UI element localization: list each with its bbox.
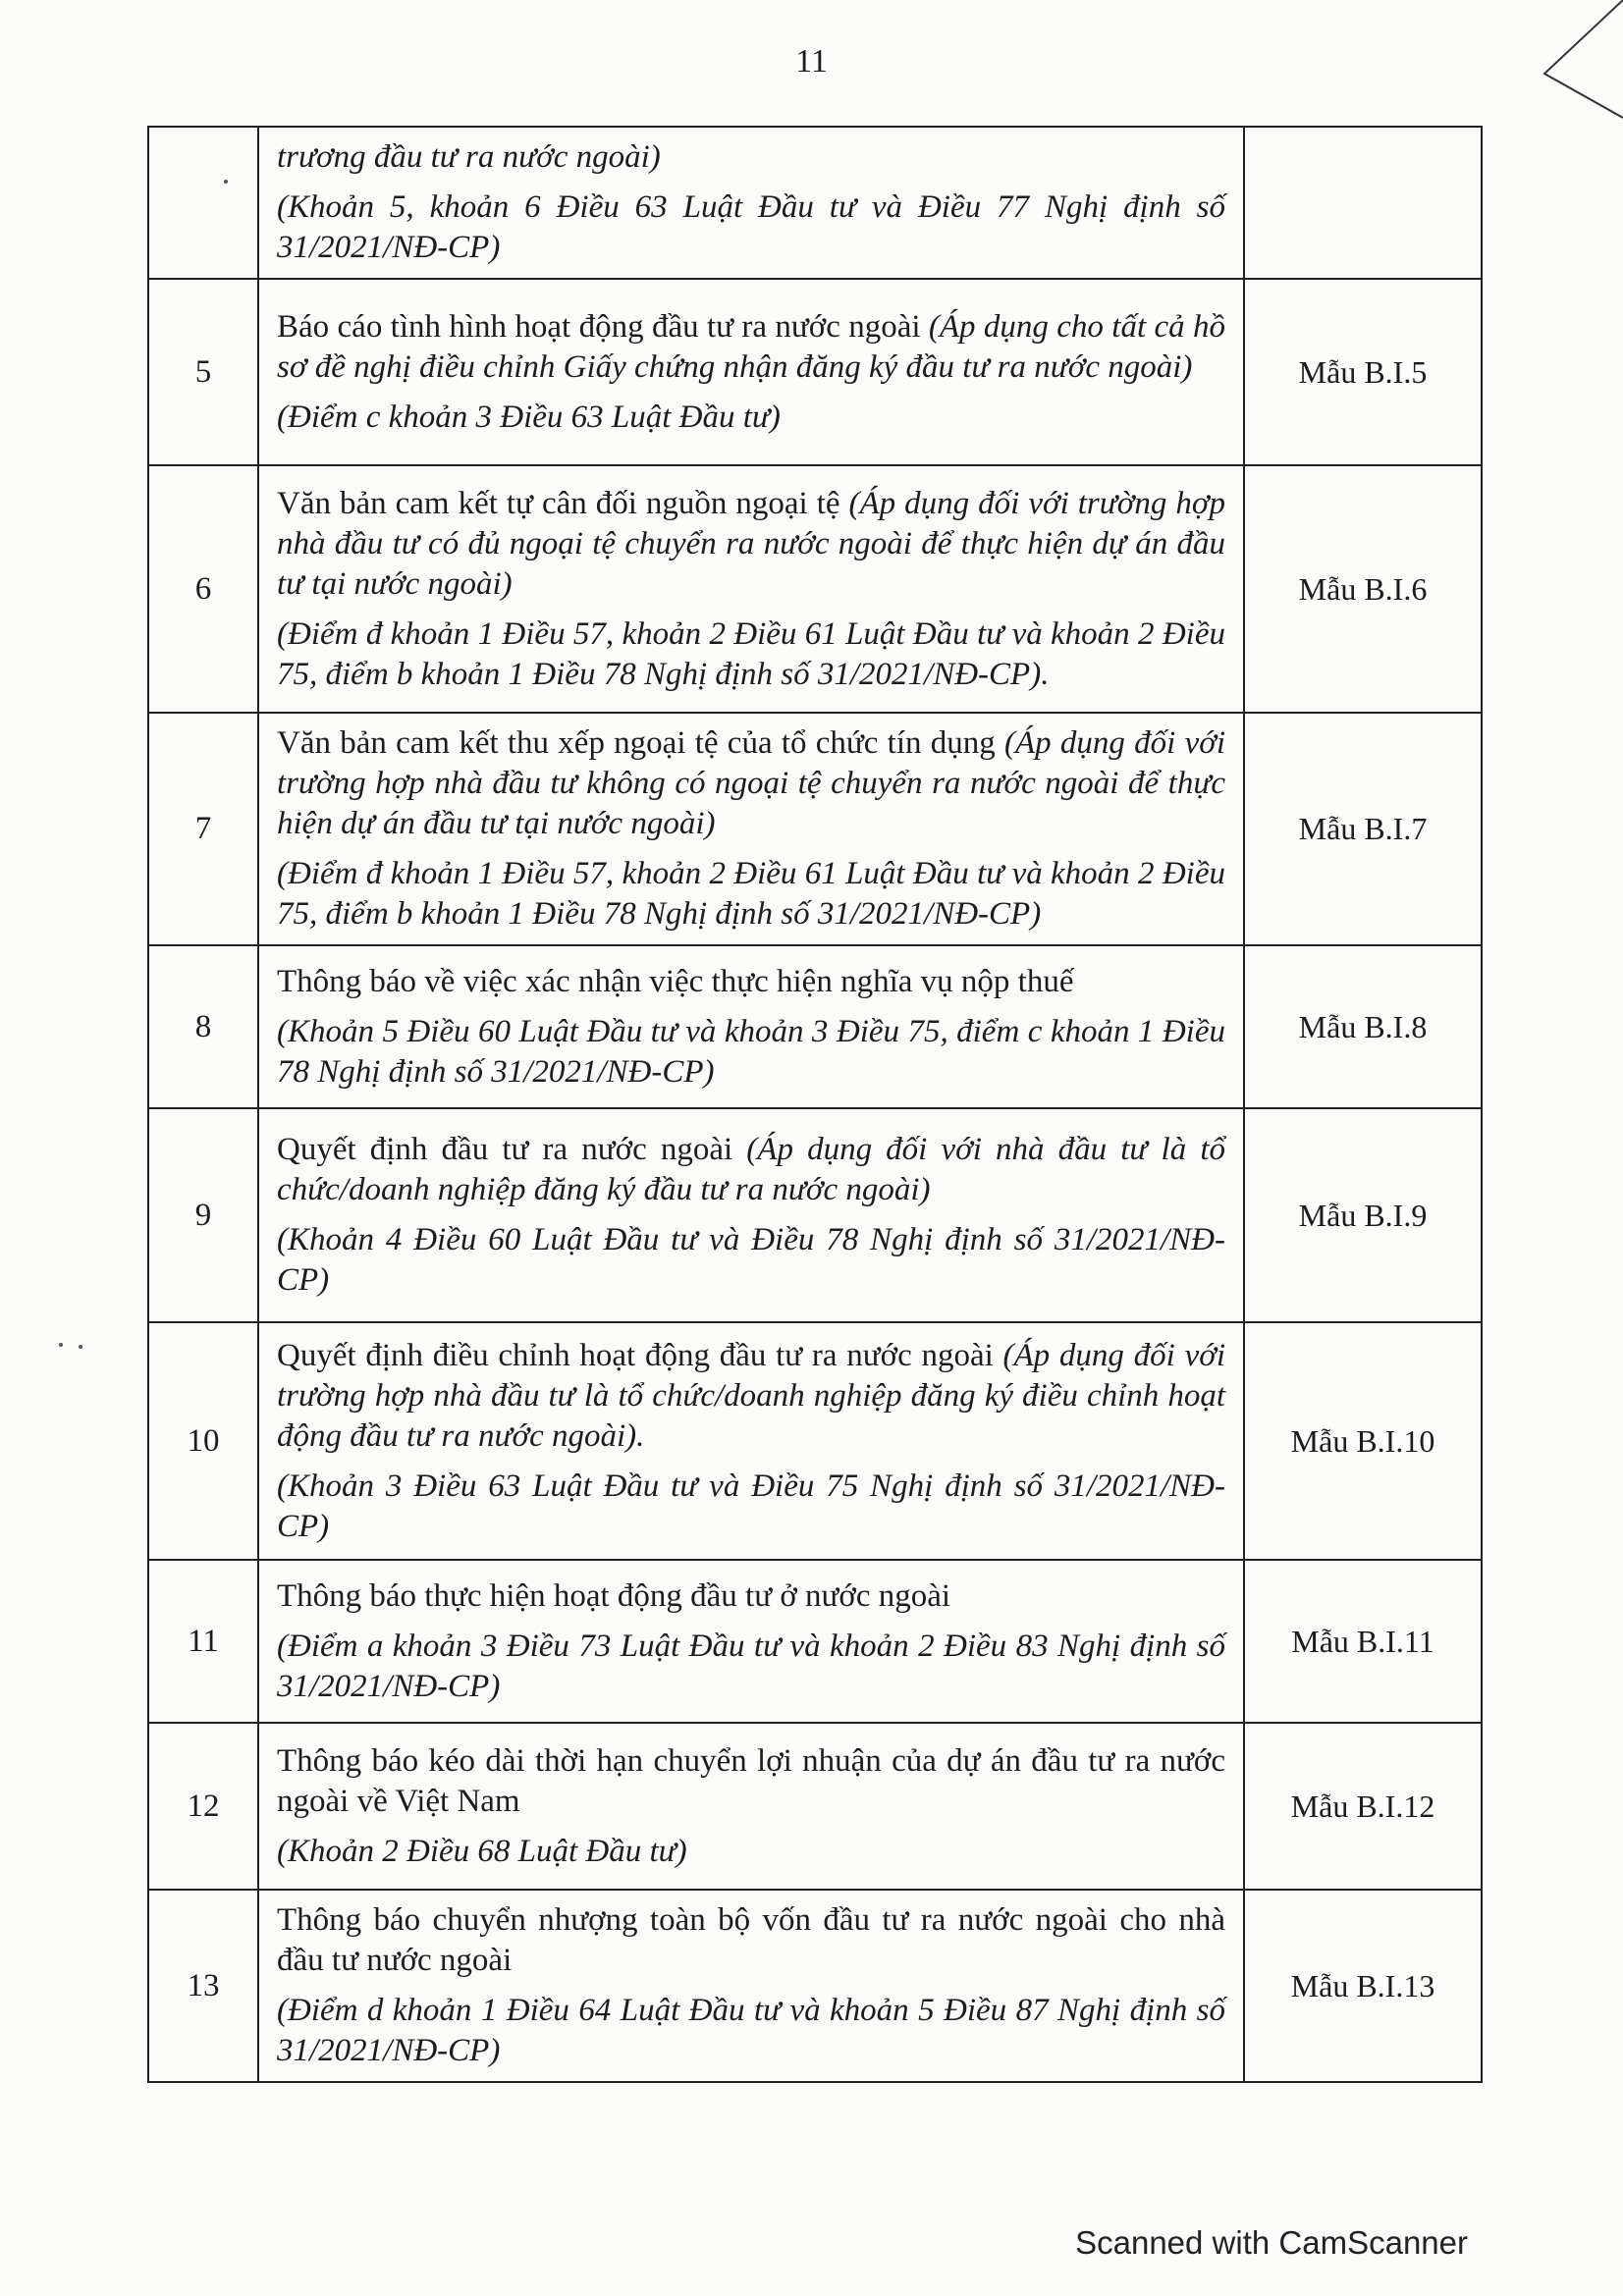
- page-corner-fold: [1525, 0, 1623, 137]
- row-note: (Áp dụng đối với nhà đầu tư là tổ chức/doanh nghiệp đăng ký đầu tư ra nước ngoài): [277, 1132, 1226, 1207]
- row-number: [148, 127, 258, 279]
- row-form-code: Mẫu B.I.12: [1244, 1723, 1482, 1890]
- table-row: [148, 127, 1482, 279]
- row-legal-basis: (Khoản 5, khoản 6 Điều 63 Luật Đầu tư và Điều 77 Nghị định số 31/2021/NĐ-CP): [277, 189, 1225, 265]
- row-content: [258, 1723, 1244, 1890]
- row-number: 13: [148, 1890, 258, 2082]
- row-title: Thông báo thực hiện hoạt động đầu tư ở nước ngoài: [277, 1577, 951, 1614]
- table-row: [148, 1560, 1482, 1723]
- row-note: (Áp dụng cho tất cả hồ sơ đề nghị điều chỉnh Giấy chứng nhận đăng ký đầu tư ra nước ngoài): [277, 308, 1225, 385]
- row-title: Quyết định điều chỉnh hoạt động đầu tư ra nước ngoài: [277, 1337, 1003, 1373]
- row-form-code: Mẫu B.I.13: [1244, 1890, 1482, 2082]
- row-number: 9: [148, 1108, 258, 1322]
- row-content: [258, 279, 1244, 465]
- row-number: 10: [148, 1322, 258, 1560]
- table-row: [148, 713, 1482, 945]
- row-content: [258, 713, 1244, 945]
- row-title: Văn bản cam kết thu xếp ngoại tệ của tổ chức tín dụng: [277, 725, 1005, 761]
- row-form-code: Mẫu B.I.9: [1244, 1108, 1482, 1322]
- row-legal-basis: (Khoản 3 Điều 63 Luật Đầu tư và Điều 75 Nghị định số 31/2021/NĐ-CP): [277, 1468, 1225, 1544]
- document-table: [147, 126, 1483, 2083]
- row-form-code: Mẫu B.I.8: [1244, 945, 1482, 1108]
- row-legal-basis: (Khoản 5 Điều 60 Luật Đầu tư và khoản 3 Điều 75, điểm c khoản 1 Điều 78 Nghị định số 31/2021/NĐ-CP): [277, 1013, 1225, 1090]
- row-note: (Áp dụng đối với trường hợp nhà đầu tư có đủ ngoại tệ chuyển ra nước ngoài để thực hiện dự án đầu tư tại nước ngoài): [277, 485, 1225, 602]
- row-form-code: Mẫu B.I.5: [1244, 279, 1482, 465]
- table-row: [148, 1322, 1482, 1560]
- row-title: Thông báo về việc xác nhận việc thực hiện nghĩa vụ nộp thuế: [277, 963, 1074, 999]
- row-legal-basis: (Điểm d khoản 1 Điều 64 Luật Đầu tư và khoản 5 Điều 87 Nghị định số 31/2021/NĐ-CP): [277, 1993, 1225, 2068]
- scan-speck: [224, 180, 228, 184]
- row-form-code: [1244, 127, 1482, 279]
- row-legal-basis: (Điểm đ khoản 1 Điều 57, khoản 2 Điều 61 Luật Đầu tư và khoản 2 Điều 75, điểm b khoản 1 Điều 78 Nghị định số 31/2021/NĐ-CP): [277, 856, 1225, 932]
- row-note: (Áp dụng đối với trường hợp nhà đầu tư không có ngoại tệ chuyển ra nước ngoài để thực hiện dự án đầu tư tại nước ngoài): [277, 725, 1225, 841]
- row-title: Báo cáo tình hình hoạt động đầu tư ra nước ngoài: [277, 308, 929, 345]
- row-content: [258, 1322, 1244, 1560]
- scan-speck: [59, 1343, 63, 1347]
- table-row: [148, 1108, 1482, 1322]
- row-legal-basis: (Khoản 4 Điều 60 Luật Đầu tư và Điều 78 Nghị định số 31/2021/NĐ-CP): [277, 1222, 1225, 1298]
- table-row: [148, 465, 1482, 713]
- row-number: 11: [148, 1560, 258, 1723]
- row-number: 7: [148, 713, 258, 945]
- row-number: 12: [148, 1723, 258, 1890]
- row-content: [258, 1108, 1244, 1322]
- row-content: [258, 945, 1244, 1108]
- scanner-watermark: Scanned with CamScanner: [1075, 2224, 1468, 2261]
- row-legal-basis: (Điểm đ khoản 1 Điều 57, khoản 2 Điều 61 Luật Đầu tư và khoản 2 Điều 75, điểm b khoản 1 Điều 78 Nghị định số 31/2021/NĐ-CP).: [277, 615, 1225, 692]
- table-row: [148, 1890, 1482, 2082]
- row-note: trương đầu tư ra nước ngoài): [277, 139, 661, 175]
- row-title: Thông báo kéo dài thời hạn chuyển lợi nhuận của dự án đầu tư ra nước ngoài về Việt Nam: [277, 1742, 1225, 1819]
- row-form-code: Mẫu B.I.7: [1244, 713, 1482, 945]
- row-legal-basis: (Điểm c khoản 3 Điều 63 Luật Đầu tư): [277, 399, 781, 435]
- row-number: 8: [148, 945, 258, 1108]
- row-number: 5: [148, 279, 258, 465]
- row-legal-basis: (Điểm a khoản 3 Điều 73 Luật Đầu tư và khoản 2 Điều 83 Nghị định số 31/2021/NĐ-CP): [277, 1628, 1225, 1704]
- row-content: [258, 1560, 1244, 1723]
- table-row: [148, 1723, 1482, 1890]
- row-form-code: Mẫu B.I.11: [1244, 1560, 1482, 1723]
- scan-speck: [79, 1345, 82, 1349]
- row-content: [258, 1890, 1244, 2082]
- row-form-code: Mẫu B.I.6: [1244, 465, 1482, 713]
- row-title: Quyết định đầu tư ra nước ngoài: [277, 1132, 747, 1167]
- row-note: (Áp dụng đối với trường hợp nhà đầu tư là tổ chức/doanh nghiệp đăng ký điều chỉnh hoạt động đầu tư ra nước ngoài).: [277, 1337, 1225, 1454]
- row-number: 6: [148, 465, 258, 713]
- row-content: [258, 127, 1244, 279]
- page-number: 11: [795, 43, 828, 80]
- table-row: [148, 945, 1482, 1108]
- row-title: Văn bản cam kết tự cân đối nguồn ngoại tệ: [277, 485, 849, 521]
- row-legal-basis: (Khoản 2 Điều 68 Luật Đầu tư): [277, 1833, 687, 1869]
- row-content: [258, 465, 1244, 713]
- row-form-code: Mẫu B.I.10: [1244, 1322, 1482, 1560]
- row-title: Thông báo chuyển nhượng toàn bộ vốn đầu tư ra nước ngoài cho nhà đầu tư nước ngoài: [277, 1902, 1225, 1978]
- table-row: [148, 279, 1482, 465]
